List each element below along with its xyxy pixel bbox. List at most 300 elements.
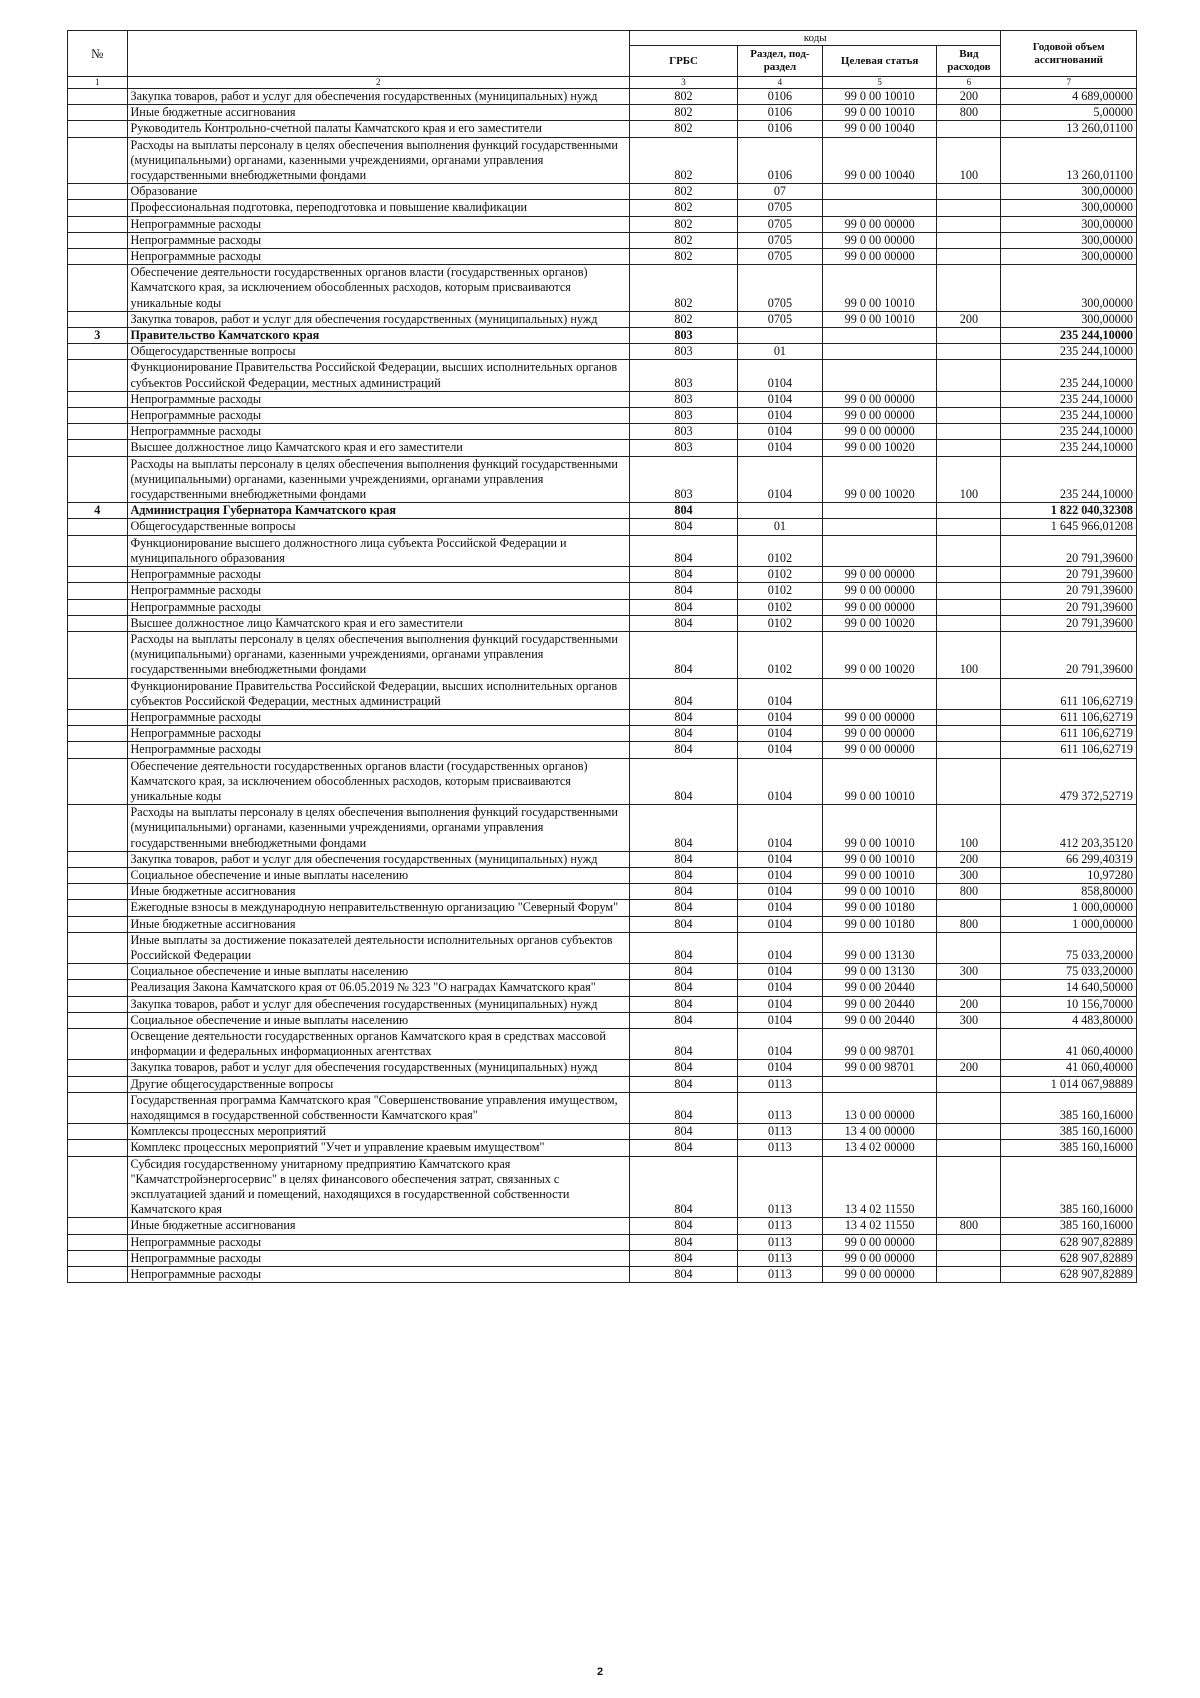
cell-grbs: 804 — [630, 1234, 738, 1250]
table-row — [68, 964, 1137, 980]
header-target: Целевая статья — [822, 46, 937, 77]
cell-target-article — [822, 678, 937, 709]
cell-grbs: 802 — [630, 89, 738, 105]
cell-annual-volume: 20 791,39600 — [1001, 535, 1137, 566]
cell-section: 0113 — [738, 1156, 823, 1218]
cell-target-article — [822, 344, 937, 360]
cell-section: 0104 — [738, 1028, 823, 1059]
cell-grbs: 804 — [630, 964, 738, 980]
cell-target-article: 99 0 00 10020 — [822, 631, 937, 678]
cell-expense-kind: 100 — [937, 137, 1001, 184]
col-number: 6 — [937, 77, 1001, 89]
cell-annual-volume: 75 033,20000 — [1001, 932, 1137, 963]
cell-target-article: 99 0 00 00000 — [822, 1267, 937, 1283]
cell-item-name: Непрограммные расходы — [127, 726, 630, 742]
cell-annual-volume: 41 060,40000 — [1001, 1060, 1137, 1076]
cell-annual-volume: 628 907,82889 — [1001, 1250, 1137, 1266]
cell-annual-volume: 300,00000 — [1001, 249, 1137, 265]
cell-target-article: 99 0 00 00000 — [822, 726, 937, 742]
cell-target-article — [822, 360, 937, 391]
table-row — [68, 1012, 1137, 1028]
cell-item-name: Реализация Закона Камчатского края от 06.05.2019 № 323 "О наградах Камчатского края" — [127, 980, 630, 996]
cell-expense-kind — [937, 742, 1001, 758]
cell-grbs: 802 — [630, 265, 738, 312]
cell-section: 0104 — [738, 440, 823, 456]
cell-item-name: Расходы на выплаты персоналу в целях обеспечения выполнения функций государственными (муниципальными) органами, казенными учреждениями, органами управления государственными внебюджетными фондами — [127, 456, 630, 503]
cell-annual-volume: 300,00000 — [1001, 232, 1137, 248]
cell-grbs: 803 — [630, 440, 738, 456]
cell-expense-kind: 100 — [937, 805, 1001, 852]
cell-section: 0104 — [738, 851, 823, 867]
cell-annual-volume: 4 689,00000 — [1001, 89, 1137, 105]
table-row — [68, 758, 1137, 805]
cell-annual-volume: 1 000,00000 — [1001, 900, 1137, 916]
cell-grbs: 804 — [630, 567, 738, 583]
cell-annual-volume: 611 106,62719 — [1001, 709, 1137, 725]
cell-item-name: Правительство Камчатского края — [127, 328, 630, 344]
table-row — [68, 678, 1137, 709]
cell-expense-kind — [937, 1124, 1001, 1140]
cell-item-name: Закупка товаров, работ и услуг для обеспечения государственных (муниципальных) нужд — [127, 89, 630, 105]
cell-grbs: 804 — [630, 1092, 738, 1123]
cell-section: 0113 — [738, 1267, 823, 1283]
cell-section: 0104 — [738, 980, 823, 996]
cell-number — [68, 1028, 128, 1059]
cell-annual-volume: 628 907,82889 — [1001, 1267, 1137, 1283]
cell-section: 0113 — [738, 1218, 823, 1234]
cell-target-article: 99 0 00 00000 — [822, 249, 937, 265]
cell-item-name: Закупка товаров, работ и услуг для обеспечения государственных (муниципальных) нужд — [127, 996, 630, 1012]
cell-grbs: 804 — [630, 867, 738, 883]
budget-allocation-table — [67, 30, 1137, 1283]
cell-number — [68, 805, 128, 852]
cell-item-name: Другие общегосударственные вопросы — [127, 1076, 630, 1092]
cell-annual-volume: 13 260,01100 — [1001, 121, 1137, 137]
cell-annual-volume: 235 244,10000 — [1001, 391, 1137, 407]
cell-grbs: 803 — [630, 456, 738, 503]
cell-expense-kind — [937, 1092, 1001, 1123]
header-num: № — [68, 31, 128, 77]
cell-target-article: 13 4 02 00000 — [822, 1140, 937, 1156]
cell-expense-kind — [937, 328, 1001, 344]
cell-item-name: Освещение деятельности государственных органов Камчатского края в средствах массовой информации и федеральных информационных агентствах — [127, 1028, 630, 1059]
cell-section: 0104 — [738, 726, 823, 742]
table-row — [68, 503, 1137, 519]
cell-grbs: 802 — [630, 232, 738, 248]
cell-section: 07 — [738, 184, 823, 200]
cell-number — [68, 1218, 128, 1234]
budget-table-sheet — [67, 30, 1137, 1283]
cell-number — [68, 105, 128, 121]
cell-grbs: 804 — [630, 631, 738, 678]
cell-grbs: 804 — [630, 709, 738, 725]
cell-number — [68, 867, 128, 883]
cell-target-article — [822, 503, 937, 519]
cell-section: 0104 — [738, 709, 823, 725]
cell-target-article: 99 0 00 10010 — [822, 89, 937, 105]
cell-grbs: 804 — [630, 900, 738, 916]
cell-number — [68, 567, 128, 583]
cell-section: 0705 — [738, 311, 823, 327]
cell-section: 0705 — [738, 232, 823, 248]
cell-expense-kind: 300 — [937, 964, 1001, 980]
cell-number — [68, 1140, 128, 1156]
cell-item-name: Иные выплаты за достижение показателей деятельности исполнительных органов субъектов Российской Федерации — [127, 932, 630, 963]
cell-section: 0104 — [738, 867, 823, 883]
cell-target-article — [822, 184, 937, 200]
table-row — [68, 615, 1137, 631]
cell-section: 0705 — [738, 249, 823, 265]
cell-grbs: 804 — [630, 916, 738, 932]
cell-target-article: 99 0 00 00000 — [822, 216, 937, 232]
cell-section: 0102 — [738, 567, 823, 583]
cell-target-article: 13 4 02 11550 — [822, 1218, 937, 1234]
header-kind: Вид расходов — [937, 46, 1001, 77]
cell-number — [68, 758, 128, 805]
cell-annual-volume: 41 060,40000 — [1001, 1028, 1137, 1059]
cell-item-name: Профессиональная подготовка, переподготовка и повышение квалификации — [127, 200, 630, 216]
cell-number — [68, 456, 128, 503]
cell-target-article: 99 0 00 13130 — [822, 964, 937, 980]
cell-number — [68, 265, 128, 312]
cell-number — [68, 599, 128, 615]
cell-expense-kind — [937, 1156, 1001, 1218]
cell-number — [68, 1250, 128, 1266]
cell-expense-kind — [937, 535, 1001, 566]
cell-grbs: 804 — [630, 583, 738, 599]
cell-expense-kind — [937, 391, 1001, 407]
cell-grbs: 804 — [630, 678, 738, 709]
cell-target-article: 99 0 00 10010 — [822, 884, 937, 900]
cell-number — [68, 900, 128, 916]
cell-number — [68, 249, 128, 265]
cell-grbs: 802 — [630, 311, 738, 327]
cell-expense-kind — [937, 980, 1001, 996]
cell-annual-volume: 385 160,16000 — [1001, 1156, 1137, 1218]
cell-annual-volume: 75 033,20000 — [1001, 964, 1137, 980]
cell-target-article: 99 0 00 10010 — [822, 265, 937, 312]
cell-expense-kind — [937, 1234, 1001, 1250]
cell-number — [68, 137, 128, 184]
cell-expense-kind — [937, 503, 1001, 519]
cell-expense-kind — [937, 726, 1001, 742]
cell-expense-kind — [937, 1140, 1001, 1156]
table-row — [68, 1156, 1137, 1218]
cell-section: 0104 — [738, 996, 823, 1012]
table-row — [68, 408, 1137, 424]
cell-item-name: Социальное обеспечение и иные выплаты населению — [127, 964, 630, 980]
cell-target-article — [822, 519, 937, 535]
cell-annual-volume: 1 822 040,32308 — [1001, 503, 1137, 519]
cell-grbs: 804 — [630, 1267, 738, 1283]
cell-annual-volume: 300,00000 — [1001, 265, 1137, 312]
cell-section: 0104 — [738, 964, 823, 980]
cell-grbs: 804 — [630, 1156, 738, 1218]
cell-target-article: 99 0 00 10180 — [822, 916, 937, 932]
cell-target-article: 99 0 00 20440 — [822, 1012, 937, 1028]
cell-grbs: 803 — [630, 344, 738, 360]
cell-target-article: 99 0 00 00000 — [822, 1234, 937, 1250]
cell-item-name: Расходы на выплаты персоналу в целях обеспечения выполнения функций государственными (муниципальными) органами, казенными учреждениями, органами управления государственными внебюджетными фондами — [127, 631, 630, 678]
cell-target-article: 99 0 00 10020 — [822, 456, 937, 503]
cell-target-article: 99 0 00 00000 — [822, 709, 937, 725]
cell-section: 0104 — [738, 1012, 823, 1028]
table-row — [68, 900, 1137, 916]
cell-item-name: Непрограммные расходы — [127, 1250, 630, 1266]
cell-item-name: Высшее должностное лицо Камчатского края и его заместители — [127, 440, 630, 456]
col-number: 4 — [738, 77, 823, 89]
cell-annual-volume: 611 106,62719 — [1001, 726, 1137, 742]
cell-item-name: Непрограммные расходы — [127, 391, 630, 407]
cell-item-name: Комплексы процессных мероприятий — [127, 1124, 630, 1140]
cell-grbs: 804 — [630, 932, 738, 963]
cell-grbs: 804 — [630, 726, 738, 742]
cell-expense-kind — [937, 200, 1001, 216]
cell-section: 0113 — [738, 1092, 823, 1123]
cell-target-article: 99 0 00 10010 — [822, 758, 937, 805]
cell-section — [738, 503, 823, 519]
cell-target-article: 99 0 00 00000 — [822, 742, 937, 758]
cell-item-name: Непрограммные расходы — [127, 249, 630, 265]
cell-annual-volume: 611 106,62719 — [1001, 678, 1137, 709]
cell-section: 0705 — [738, 265, 823, 312]
col-number: 5 — [822, 77, 937, 89]
cell-target-article: 13 0 00 00000 — [822, 1092, 937, 1123]
cell-item-name: Обеспечение деятельности государственных органов власти (государственных органов) Камчатского края, за исключением обособленных расходов, которым присваиваются уникальные коды — [127, 265, 630, 312]
cell-section: 0113 — [738, 1234, 823, 1250]
cell-item-name: Расходы на выплаты персоналу в целях обеспечения выполнения функций государственными (муниципальными) органами, казенными учреждениями, органами управления государственными внебюджетными фондами — [127, 137, 630, 184]
cell-annual-volume: 20 791,39600 — [1001, 567, 1137, 583]
cell-annual-volume: 628 907,82889 — [1001, 1234, 1137, 1250]
cell-number — [68, 980, 128, 996]
cell-target-article: 99 0 00 10020 — [822, 440, 937, 456]
cell-expense-kind — [937, 758, 1001, 805]
cell-expense-kind — [937, 265, 1001, 312]
cell-number — [68, 360, 128, 391]
cell-annual-volume: 1 645 966,01208 — [1001, 519, 1137, 535]
cell-item-name: Закупка товаров, работ и услуг для обеспечения государственных (муниципальных) нужд — [127, 851, 630, 867]
table-row — [68, 89, 1137, 105]
table-row — [68, 105, 1137, 121]
table-row — [68, 726, 1137, 742]
cell-item-name: Функционирование высшего должностного лица субъекта Российской Федерации и муниципального образования — [127, 535, 630, 566]
table-row — [68, 137, 1137, 184]
cell-expense-kind: 200 — [937, 311, 1001, 327]
cell-target-article: 99 0 00 20440 — [822, 996, 937, 1012]
header-volume: Годовой объем ассигнований — [1001, 31, 1137, 77]
cell-expense-kind — [937, 599, 1001, 615]
cell-annual-volume: 235 244,10000 — [1001, 456, 1137, 503]
cell-number — [68, 1012, 128, 1028]
header-section: Раздел, под-раздел — [738, 46, 823, 77]
cell-expense-kind — [937, 900, 1001, 916]
cell-number — [68, 440, 128, 456]
cell-item-name: Иные бюджетные ассигнования — [127, 105, 630, 121]
cell-grbs: 804 — [630, 615, 738, 631]
cell-annual-volume: 300,00000 — [1001, 184, 1137, 200]
cell-section: 0106 — [738, 105, 823, 121]
table-row — [68, 344, 1137, 360]
cell-section — [738, 328, 823, 344]
cell-annual-volume: 479 372,52719 — [1001, 758, 1137, 805]
cell-item-name: Субсидия государственному унитарному предприятию Камчатского края "Камчатстройэнергосервис" в целях финансового обеспечения затрат, связанных с эксплуатацией зданий и помещений, находящихся в государственной собственности Камчатского края — [127, 1156, 630, 1218]
table-row — [68, 121, 1137, 137]
cell-annual-volume: 300,00000 — [1001, 200, 1137, 216]
cell-annual-volume: 300,00000 — [1001, 216, 1137, 232]
table-row — [68, 456, 1137, 503]
cell-section: 0104 — [738, 884, 823, 900]
table-row — [68, 360, 1137, 391]
cell-section: 0104 — [738, 900, 823, 916]
cell-number — [68, 311, 128, 327]
cell-number — [68, 1156, 128, 1218]
cell-number — [68, 121, 128, 137]
cell-item-name: Непрограммные расходы — [127, 599, 630, 615]
cell-number — [68, 344, 128, 360]
cell-target-article: 99 0 00 00000 — [822, 1250, 937, 1266]
cell-item-name: Руководитель Контрольно-счетной палаты Камчатского края и его заместители — [127, 121, 630, 137]
cell-expense-kind — [937, 615, 1001, 631]
col-number: 3 — [630, 77, 738, 89]
table-row — [68, 631, 1137, 678]
cell-grbs: 804 — [630, 758, 738, 805]
cell-number — [68, 1124, 128, 1140]
cell-target-article: 99 0 00 10020 — [822, 615, 937, 631]
cell-section: 0113 — [738, 1250, 823, 1266]
table-row — [68, 709, 1137, 725]
cell-number — [68, 89, 128, 105]
cell-section: 0104 — [738, 456, 823, 503]
cell-number — [68, 424, 128, 440]
cell-grbs: 802 — [630, 216, 738, 232]
table-row — [68, 980, 1137, 996]
cell-expense-kind: 300 — [937, 867, 1001, 883]
table-row — [68, 1218, 1137, 1234]
cell-grbs: 803 — [630, 424, 738, 440]
cell-section: 0104 — [738, 742, 823, 758]
cell-item-name: Непрограммные расходы — [127, 408, 630, 424]
cell-grbs: 804 — [630, 851, 738, 867]
cell-item-name: Иные бюджетные ассигнования — [127, 884, 630, 900]
table-row — [68, 932, 1137, 963]
cell-target-article: 99 0 00 10010 — [822, 311, 937, 327]
cell-grbs: 804 — [630, 599, 738, 615]
cell-grbs: 803 — [630, 328, 738, 344]
table-row — [68, 216, 1137, 232]
cell-number — [68, 964, 128, 980]
table-row — [68, 1140, 1137, 1156]
cell-grbs: 803 — [630, 408, 738, 424]
table-row — [68, 1250, 1137, 1266]
cell-item-name: Обеспечение деятельности государственных органов власти (государственных органов) Камчатского края, за исключением обособленных расходов, которым присваиваются уникальные коды — [127, 758, 630, 805]
cell-expense-kind — [937, 932, 1001, 963]
table-row — [68, 249, 1137, 265]
cell-section: 01 — [738, 519, 823, 535]
cell-expense-kind: 800 — [937, 916, 1001, 932]
cell-expense-kind: 200 — [937, 1060, 1001, 1076]
cell-number — [68, 615, 128, 631]
cell-section: 01 — [738, 344, 823, 360]
cell-number — [68, 232, 128, 248]
cell-expense-kind — [937, 1267, 1001, 1283]
cell-section: 0104 — [738, 758, 823, 805]
cell-grbs: 804 — [630, 1124, 738, 1140]
cell-section: 0104 — [738, 360, 823, 391]
cell-annual-volume: 300,00000 — [1001, 311, 1137, 327]
cell-annual-volume: 10,97280 — [1001, 867, 1137, 883]
cell-grbs: 804 — [630, 503, 738, 519]
table-row — [68, 1028, 1137, 1059]
cell-target-article: 99 0 00 10040 — [822, 121, 937, 137]
col-number: 7 — [1001, 77, 1137, 89]
cell-grbs: 802 — [630, 121, 738, 137]
table-row — [68, 311, 1137, 327]
cell-item-name: Общегосударственные вопросы — [127, 344, 630, 360]
cell-target-article: 99 0 00 00000 — [822, 424, 937, 440]
col-number: 1 — [68, 77, 128, 89]
cell-annual-volume: 20 791,39600 — [1001, 599, 1137, 615]
cell-expense-kind — [937, 408, 1001, 424]
cell-item-name: Высшее должностное лицо Камчатского края и его заместители — [127, 615, 630, 631]
cell-grbs: 802 — [630, 105, 738, 121]
cell-section: 0102 — [738, 583, 823, 599]
cell-section: 0104 — [738, 678, 823, 709]
cell-annual-volume: 20 791,39600 — [1001, 615, 1137, 631]
cell-expense-kind — [937, 184, 1001, 200]
cell-annual-volume: 235 244,10000 — [1001, 424, 1137, 440]
cell-grbs: 804 — [630, 535, 738, 566]
cell-expense-kind — [937, 567, 1001, 583]
cell-expense-kind — [937, 232, 1001, 248]
cell-number — [68, 1092, 128, 1123]
table-row — [68, 440, 1137, 456]
cell-annual-volume: 385 160,16000 — [1001, 1140, 1137, 1156]
cell-grbs: 802 — [630, 184, 738, 200]
cell-target-article: 99 0 00 00000 — [822, 567, 937, 583]
cell-number — [68, 1267, 128, 1283]
header-col-numbers — [68, 77, 1137, 89]
cell-expense-kind — [937, 1076, 1001, 1092]
cell-item-name: Непрограммные расходы — [127, 709, 630, 725]
cell-item-name: Иные бюджетные ассигнования — [127, 916, 630, 932]
cell-section: 0106 — [738, 89, 823, 105]
table-header — [68, 31, 1137, 89]
table-row — [68, 265, 1137, 312]
table-row — [68, 851, 1137, 867]
cell-expense-kind — [937, 1028, 1001, 1059]
cell-section: 0705 — [738, 216, 823, 232]
cell-grbs: 803 — [630, 360, 738, 391]
cell-item-name: Администрация Губернатора Камчатского края — [127, 503, 630, 519]
cell-item-name: Социальное обеспечение и иные выплаты населению — [127, 1012, 630, 1028]
cell-grbs: 804 — [630, 884, 738, 900]
cell-item-name: Функционирование Правительства Российской Федерации, высших исполнительных органов субъектов Российской Федерации, местных администраций — [127, 360, 630, 391]
table-row — [68, 599, 1137, 615]
header-codes: коды — [630, 31, 1001, 46]
table-body — [68, 89, 1137, 1283]
cell-expense-kind — [937, 344, 1001, 360]
cell-number — [68, 851, 128, 867]
col-number: 2 — [127, 77, 630, 89]
cell-target-article: 99 0 00 00000 — [822, 599, 937, 615]
cell-number — [68, 678, 128, 709]
table-row — [68, 996, 1137, 1012]
cell-section: 0102 — [738, 535, 823, 566]
cell-number: 4 — [68, 503, 128, 519]
cell-target-article: 99 0 00 00000 — [822, 232, 937, 248]
header-grbs: ГРБС — [630, 46, 738, 77]
cell-item-name: Непрограммные расходы — [127, 742, 630, 758]
